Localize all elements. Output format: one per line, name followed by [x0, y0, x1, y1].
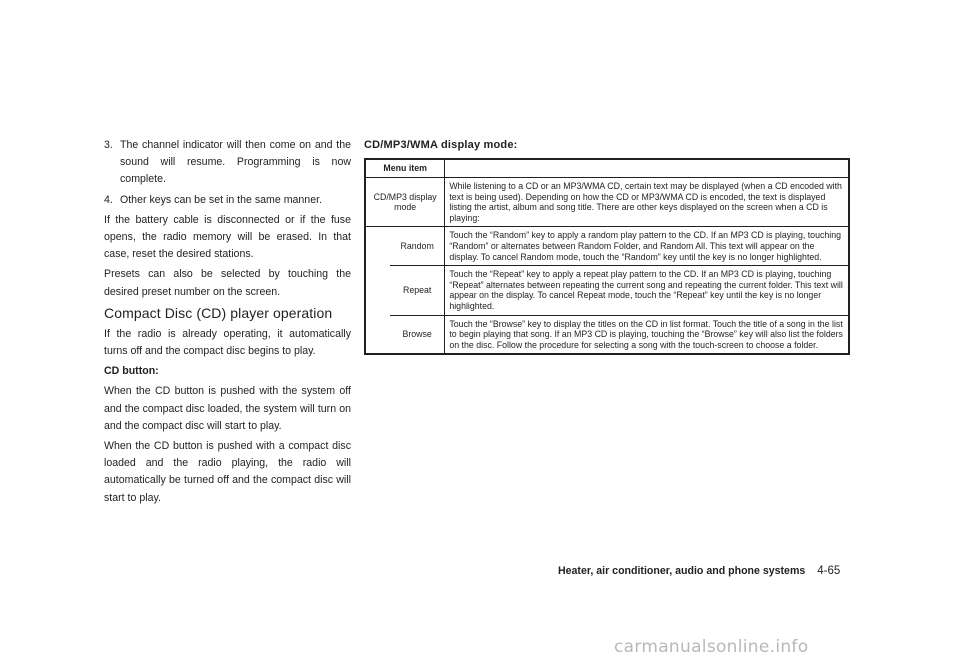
step-text: The channel indicator will then come on and the sound will resume. Programming is now complete. — [120, 139, 351, 186]
right-column — [364, 137, 852, 355]
table-row — [365, 266, 849, 315]
table-row — [365, 227, 849, 266]
table-row — [365, 178, 849, 227]
page-footer — [558, 565, 858, 577]
step-number: 4. — [104, 193, 113, 206]
display-mode-heading: CD/MP3/WMA display mode: — [364, 139, 518, 151]
description-header — [445, 159, 849, 178]
page-number: 4-65 — [817, 565, 841, 577]
menu-table — [364, 158, 850, 355]
paragraph-battery: If the battery cable is disconnected or if the fuse opens, the radio memory will be erased. In that case, reset the desired stations. — [104, 213, 351, 261]
footer-section-title: Heater, air conditioner, audio and phone systems — [558, 565, 806, 577]
left-column — [104, 137, 351, 510]
menu-item-description: Touch the “Browse” key to display the titles on the CD in list format. Touch the title of a song in the list to begin playing that song. If an MP3 CD is playing, touching the “Browse” key will also list the folders on the disc. Follow the procedure for selecting a song with the touch-screen to choose a folder. — [445, 315, 849, 354]
section-heading: Compact Disc (CD) player operation — [104, 304, 333, 321]
numbered-step-3 — [104, 137, 351, 189]
paragraph-presets: Presets can also be selected by touching the desired preset number on the screen. — [104, 268, 351, 298]
menu-item-description: Touch the “Random” key to apply a random play pattern to the CD. If an MP3 CD is playing, touching “Random” or alternates between Random Folder, and Random All. This text will appear on the display. To cancel Random mode, touch the “Random” key until the key is no longer highlighted. — [445, 227, 849, 266]
step-number: 3. — [104, 139, 113, 151]
menu-item-label: Repeat — [390, 266, 445, 315]
numbered-step-4 — [104, 192, 351, 209]
paragraph-cd-intro: If the radio is already operating, it automatically turns off and the compact disc begins to play. — [104, 327, 351, 358]
step-text: Other keys can be set in the same manner. — [120, 193, 322, 206]
indent-cell — [365, 227, 390, 266]
menu-item-header: Menu item — [365, 159, 445, 178]
cd-button-heading: CD button: — [104, 365, 159, 378]
indent-cell — [365, 315, 390, 354]
menu-item-label: CD/MP3 display mode — [365, 178, 445, 227]
indent-cell — [365, 266, 390, 315]
menu-item-label: Browse — [390, 315, 445, 354]
watermark: carmanualsonline.info — [614, 637, 809, 657]
menu-item-description: While listening to a CD or an MP3/WMA CD, certain text may be displayed (when a CD encoded with text is being used). Depending on how the CD or MP3/WMA CD is encoded, the text is displayed listing the artist, album and song title. There are other keys displayed on the screen when a CD is playing: — [445, 178, 849, 227]
menu-item-description: Touch the “Repeat” key to apply a repeat play pattern to the CD. If an MP3 CD is playing, touching “Repeat” alternates between repeating the current song and repeating the current folder. This text will appear on the display. To cancel Repeat mode, touch the “Repeat” key until the key is no longer highlighted. — [445, 266, 849, 315]
table-header-row — [365, 159, 849, 178]
paragraph-cd-button-1: When the CD button is pushed with the system off and the compact disc loaded, the system will turn on and the compact disc will start to play. — [104, 385, 351, 432]
menu-item-label: Random — [390, 227, 445, 266]
table-row — [365, 315, 849, 354]
paragraph-cd-button-2: When the CD button is pushed with a compact disc loaded and the radio playing, the radio will automatically be turned off and the compact disc will start to play. — [104, 440, 351, 504]
